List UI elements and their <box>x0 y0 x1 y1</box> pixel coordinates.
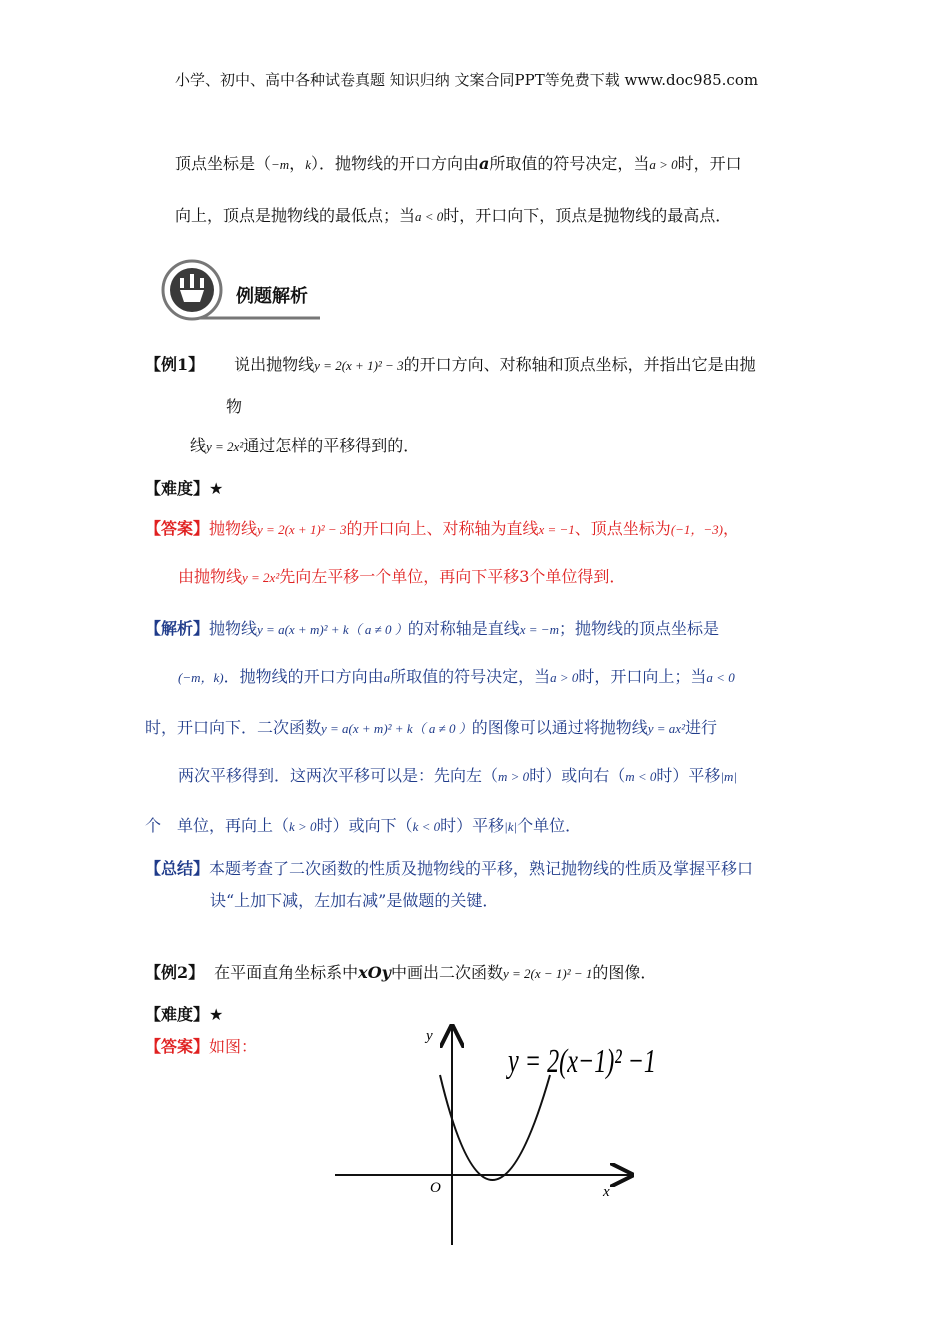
ex1-question-line-1: 【例1】 说出抛物线y = 2(x + 1)² − 3的开口方向、对称轴和顶点坐标，并指出它是由抛 <box>145 355 756 374</box>
intro-line-1: 顶点坐标是（−m，k）．抛物线的开口方向由a所取值的符号决定，当a > 0时，开口 <box>175 154 742 173</box>
ex2-question: 【例2】 在平面直角坐标系中xOy中画出二次函数y = 2(x − 1)² − 1的图像． <box>145 963 657 982</box>
ex1-question-line-2: 物 <box>226 397 243 416</box>
ex2-difficulty: 【难度】★ <box>145 1005 224 1024</box>
ex2-answer: 【答案】如图： <box>145 1037 258 1056</box>
ex1-analysis-line-1: 【解析】抛物线y = a(x + m)² + k（ a ≠ 0 ）的对称轴是直线x = −m；抛物线的顶点坐标是 <box>145 619 719 638</box>
ex1-analysis-line-3: 时，开口向下．二次函数y = a(x + m)² + k（ a ≠ 0 ）的图像可以通过将抛物线y = ax²进行 <box>145 718 717 737</box>
ex1-analysis-line-4: 两次平移得到．这两次平移可以是：先向左（m > 0时）或向右（m < 0时）平移|m| <box>178 766 737 785</box>
ex1-question-line-3: 线y = 2x²通过怎样的平移得到的． <box>190 436 420 455</box>
page-header: 小学、初中、高中各种试卷真题 知识归纳 文案合同PPT等免费下载 www.doc985.com <box>175 71 759 89</box>
origin-label: O <box>430 1180 441 1196</box>
ex1-summary-line-1: 【总结】本题考查了二次函数的性质及抛物线的平移，熟记抛物线的性质及掌握平移口 <box>145 859 754 878</box>
y-axis-label: y <box>426 1028 433 1044</box>
intro-line-2: 向上，顶点是抛物线的最低点；当a < 0时，开口向下，顶点是抛物线的最高点． <box>175 206 732 225</box>
ex1-answer-line-1: 【答案】抛物线y = 2(x + 1)² − 3的开口向上、对称轴为直线x = −1、顶点坐标为(−1，−3)， <box>145 519 740 538</box>
parabola-graph <box>330 1020 656 1250</box>
section-title: 例题解析 <box>236 286 308 307</box>
ex1-analysis-line-2: (−m，k)．抛物线的开口方向由a所取值的符号决定，当a > 0时，开口向上；当a < 0 <box>178 667 735 686</box>
x-axis-label: x <box>603 1184 610 1200</box>
ex1-analysis-line-5: 个 单位，再向上（k > 0时）或向下（k < 0时）平移|k|个单位． <box>145 816 582 835</box>
ex1-difficulty: 【难度】★ <box>145 479 224 498</box>
formula-label: y = 2(x−1)² −1 <box>505 1043 656 1080</box>
section-header <box>160 258 330 322</box>
parabola-curve <box>440 1075 550 1180</box>
ex1-summary-line-2: 诀“上加下减，左加右减”是做题的关键． <box>210 891 499 910</box>
ex1-answer-line-2: 由抛物线y = 2x²先向左平移一个单位，再向下平移3个单位得到． <box>178 567 626 586</box>
